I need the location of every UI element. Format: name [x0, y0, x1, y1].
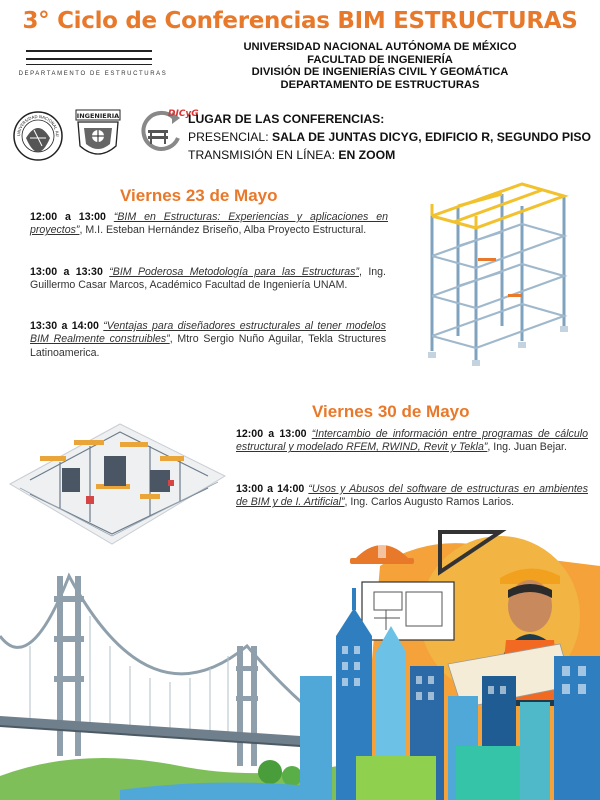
venue-online: TRANSMISIÓN EN LÍNEA: EN ZOOM: [188, 148, 396, 162]
talk-item: 13:00 a 13:30 “BIM Poderosa Metodología para las Estructuras”, Ing. Guillermo Casar Marcos, Académico Facultad de Ingeniería UNAM.: [30, 266, 386, 292]
hard-hat-icon: [350, 538, 414, 564]
talk-item: 12:00 a 13:00 “Intercambio de información entre programas de cálculo estructural y modelado RFEM, RWIND, Revit y Tekla”, Ing. Juan Bejar.: [236, 428, 588, 454]
ingenieria-seal-icon: [72, 108, 124, 164]
talk-item: 13:30 a 14:00 “Ventajas para diseñadores estructurales al tener modelos BIM Realmente construibles”, Mtro Sergio Nuño Aguilar, Tekla Structures Latinoamerica.: [30, 320, 386, 359]
city-bridge-illustration: [0, 526, 600, 800]
venue-heading: LUGAR DE LAS CONFERENCIAS:: [188, 112, 385, 126]
dicyg-text: DICyG: [168, 109, 199, 119]
venue-info: [188, 110, 591, 164]
svg-text:UNIVERSIDAD NACIONAL AUTONOMA: UNIVERSIDAD NACIONAL AU: [15, 113, 61, 137]
ingenieria-seal-text: INGENIERIA: [76, 112, 120, 120]
unam-seal-icon: [12, 108, 64, 164]
department-logo: [18, 46, 168, 84]
institution-line: FACULTAD DE INGENIERÍA: [307, 53, 453, 66]
event-title: 3° Ciclo de Conferencias BIM ESTRUCTURAS: [22, 8, 578, 34]
talk-item: 13:00 a 14:00 “Usos y Abusos del software de estructuras en ambientes de BIM y de I. Artificial”, Ing. Carlos Augusto Ramos Larios.: [236, 483, 588, 509]
institution-line: DIVISIÓN DE INGENIERÍAS CIVIL Y GEOMÁTICA: [251, 66, 509, 79]
day1-heading: Viernes 23 de Mayo: [120, 186, 278, 205]
bridge: [0, 576, 330, 766]
institution-line: DEPARTAMENTO DE ESTRUCTURAS: [280, 78, 480, 91]
day2-heading: Viernes 30 de Mayo: [312, 402, 470, 421]
steel-frame-illustration: [418, 176, 578, 366]
dicyg-logo-icon: [138, 104, 199, 162]
department-logo-text: DEPARTAMENTO DE ESTRUCTURAS: [18, 71, 168, 77]
talk-item: 12:00 a 13:00 “BIM en Estructuras: Experiencias y aplicaciones en proyectos”, M.I. Esteban Hernández Briseño, Alba Proyecto Estructural.: [30, 211, 388, 237]
venue-presencial: PRESENCIAL: SALA DE JUNTAS DICYG, EDIFICIO R, SEGUNDO PISO: [188, 130, 591, 144]
institution-block: [160, 41, 600, 91]
institution-line: UNIVERSIDAD NACIONAL AUTÓNOMA DE MÉXICO: [243, 41, 517, 53]
